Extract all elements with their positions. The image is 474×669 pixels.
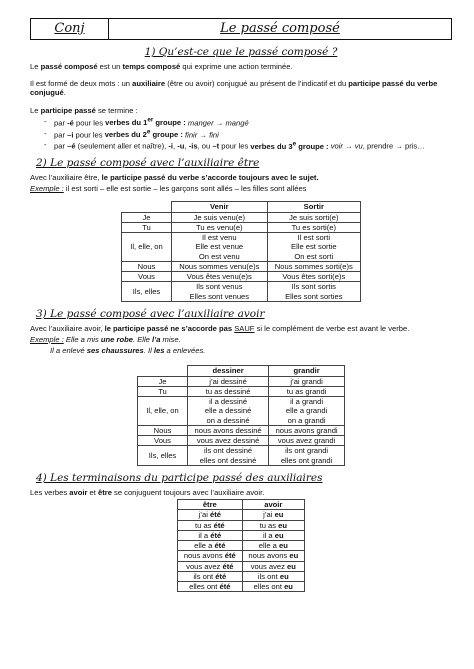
s2-example: Exemple : il est sorti – elle est sortie – les garçons sont allés – les filles sont allées (30, 184, 307, 194)
table-row (178, 510, 305, 520)
section-2-heading: 2) Le passé composé avec l’auxiliaire être (36, 157, 260, 170)
s2-rule: Avec l’auxiliaire être, le participe passé du verbe s’accorde toujours avec le sujet. (30, 172, 319, 182)
conjugation-cell: vous avez été (178, 561, 243, 571)
conjugation-cell: Vous êtes sorti(e)s (267, 272, 360, 282)
column-header: avoir (242, 500, 304, 510)
table-row (178, 561, 305, 571)
conjugation-cell: il a été (178, 530, 243, 540)
table-row (122, 282, 361, 302)
table-row (138, 376, 345, 386)
s4-rule: Les verbes avoir et être se conjuguent toujours avec l’auxiliaire avoir. (30, 487, 265, 497)
etre-conjugation-table (121, 201, 361, 302)
pronoun-cell: Il, elle, on (122, 233, 172, 262)
section-1-heading: 1) Qu’est-ce que le passé composé ? (144, 46, 338, 58)
conjugation-cell: Nous sommes venu(e)s (172, 261, 268, 271)
column-header: être (178, 500, 243, 510)
conjugation-cell: vous avez grandi (269, 436, 345, 446)
conjugation-cell: Il est sorti Elle est sortie On est sorti (267, 233, 360, 262)
conjugation-cell: tu as dessiné (188, 386, 269, 396)
table-row (122, 212, 361, 222)
table-row (138, 446, 345, 466)
list-item: - par –i pour les verbes du 2e groupe : finir → fini (44, 129, 452, 140)
conjugation-cell: Je suis venu(e) (172, 212, 268, 222)
conjugation-cell: Tu es venu(e) (172, 222, 268, 232)
avoir-conjugation-table (137, 365, 345, 466)
conjugation-cell: elles ont eu (242, 582, 304, 592)
conjugation-cell: nous avons eu (242, 551, 304, 561)
table-row (178, 541, 305, 551)
conjugation-cell: ils ont grandi elles ont grandi (269, 446, 345, 466)
table-row (138, 436, 345, 446)
table-row (122, 233, 361, 262)
conjugation-cell: il a grandi elle a grandi on a grandi (269, 397, 345, 426)
list-item: - par -é pour les verbes du 1er groupe : manger → mangé (44, 117, 452, 128)
table-row (178, 571, 305, 581)
pronoun-cell: Tu (138, 386, 188, 396)
conjugation-cell: tu as grandi (269, 386, 345, 396)
conjugation-cell: nous avons dessiné (188, 425, 269, 435)
table-row (178, 530, 305, 540)
table-row (122, 261, 361, 271)
conjugation-cell: elles ont été (178, 582, 243, 592)
conjugation-cell: j’ai eu (242, 510, 304, 520)
table-row (122, 222, 361, 232)
table-row (122, 272, 361, 282)
conjugation-cell: Tu es sorti(e) (267, 222, 360, 232)
conjugation-cell: Je suis sorti(e) (267, 212, 360, 222)
table-row (138, 386, 345, 396)
pronoun-cell: Il, elle, on (138, 397, 188, 426)
table-row (138, 425, 345, 435)
s1-paragraph-1: Le passé composé est un temps composé qui exprime une action terminée. (30, 61, 293, 71)
column-header: grandir (269, 366, 345, 376)
conjugation-cell: Vous êtes venu(e)s (172, 272, 268, 282)
conjugation-cell: Ils sont sortis Elles sont sorties (267, 282, 360, 302)
conjugation-cell: elle a eu (242, 541, 304, 551)
conjugation-cell: j’ai été (178, 510, 243, 520)
page-title: Le passé composé (220, 21, 340, 37)
column-header: Sortir (267, 202, 360, 212)
conjugation-cell: j’ai grandi (269, 376, 345, 386)
header-subject: Conj (31, 19, 109, 39)
s3-example-1: Exemple : Elle a mis une robe. Elle l’a mise. (30, 334, 181, 344)
pronoun-cell: Nous (138, 425, 188, 435)
conjugation-cell: Il est venu Elle est venue On est venu (172, 233, 268, 262)
table-row (178, 520, 305, 530)
column-header: dessiner (188, 366, 269, 376)
table-row (178, 551, 305, 561)
pronoun-cell: Ils, elles (122, 282, 172, 302)
s1-paragraph-3: Le participe passé se termine : (30, 105, 138, 115)
section-3-heading: 3) Le passé composé avec l’auxiliaire avoir (36, 307, 265, 320)
table-row (138, 397, 345, 426)
conjugation-cell: tu as été (178, 520, 243, 530)
conjugation-cell: j’ai dessiné (188, 376, 269, 386)
conjugation-cell: il a eu (242, 530, 304, 540)
conjugation-cell: il a dessiné elle a dessiné on a dessiné (188, 397, 269, 426)
table-row (178, 582, 305, 592)
s3-rule: Avec l’auxiliaire avoir, le participe passé ne s’accorde pas SAUF si le complément de verbe est avant le verbe. (30, 323, 410, 333)
pronoun-cell: Je (138, 376, 188, 386)
section-4-heading: 4) Les terminaisons du participe passé des auxiliaires (36, 471, 323, 484)
conjugation-cell: Nous sommes sorti(e)s (267, 261, 360, 271)
conjugation-cell: Ils sont venus Elles sont venues (172, 282, 268, 302)
pronoun-cell: Vous (122, 272, 172, 282)
pronoun-cell: Tu (122, 222, 172, 232)
auxiliary-participle-table (177, 499, 305, 592)
s1-paragraph-2: Il est formé de deux mots : un auxiliaire (être ou avoir) conjugué au présent de l’indicatif et du participe passé du verbe conjugué. (30, 79, 438, 98)
conjugation-cell: vous avez dessiné (188, 436, 269, 446)
conjugation-cell: vous avez eu (242, 561, 304, 571)
pronoun-cell: Ils, elles (138, 446, 188, 466)
header-box (30, 18, 452, 40)
conjugation-cell: nous avons été (178, 551, 243, 561)
conjugation-cell: ils ont dessiné elles ont dessiné (188, 446, 269, 466)
conjugation-cell: nous avons grandi (269, 425, 345, 435)
list-item: - par –é (seulement aller et naître), -i, -u, -is, ou –t pour les verbes du 3e groupe : voir → vu, prendre → pris… (44, 140, 452, 151)
conjugation-cell: tu as eu (242, 520, 304, 530)
pronoun-cell: Je (122, 212, 172, 222)
participle-ending-list (44, 117, 452, 151)
conjugation-cell: ils ont eu (242, 571, 304, 581)
conjugation-cell: ils ont été (178, 571, 243, 581)
s3-example-2: Il a enlevé ses chaussures. Il les a enlevées. (50, 346, 206, 356)
pronoun-cell: Vous (138, 436, 188, 446)
pronoun-cell: Nous (122, 261, 172, 271)
column-header: Venir (172, 202, 268, 212)
conjugation-cell: elle a été (178, 541, 243, 551)
